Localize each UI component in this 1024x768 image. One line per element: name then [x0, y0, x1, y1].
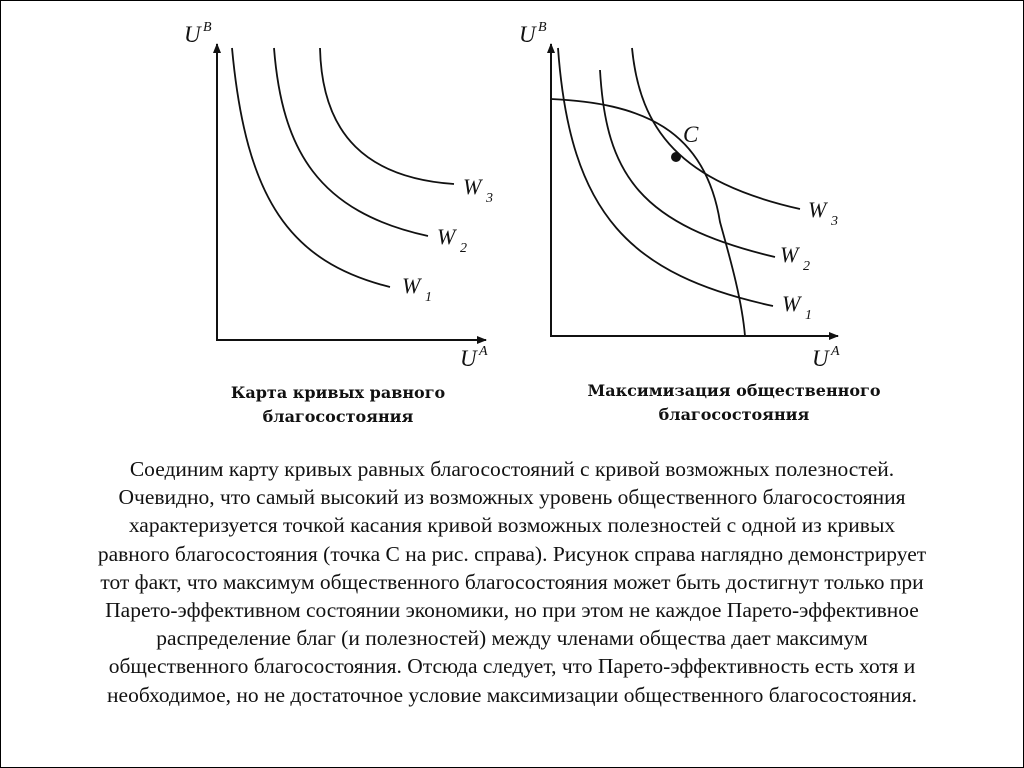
right-sub-w3: 3 — [831, 214, 838, 229]
left-caption-line2: благосостояния — [262, 407, 414, 426]
explanation-paragraph — [18, 455, 1006, 709]
left-caption-line1: Карта кривых равного — [230, 383, 446, 402]
left-label-w1: W — [402, 273, 421, 298]
paragraph-line: характеризуется точкой касания кривой возможных полезностей с одной из кривых — [128, 513, 896, 538]
utility-possibility-frontier — [551, 99, 745, 336]
paragraph-line: Парето-эффективном состоянии экономики, но при этом не каждое Парето-эффективное — [105, 598, 919, 623]
left-x-sup: A — [479, 344, 488, 359]
paragraph-line: тот факт, что максимум общественного благосостояния может быть достигнут только при — [100, 569, 924, 594]
left-y-sup: B — [203, 20, 212, 35]
left-sub-w1: 1 — [425, 290, 432, 305]
right-caption-line2: благосостояния — [658, 405, 810, 424]
paragraph-line: Соединим карту кривых равных благосостояний с кривой возможных полезностей. — [129, 457, 895, 481]
tangency-point-c — [671, 152, 681, 162]
right-caption-line1: Максимизация общественного — [587, 381, 881, 400]
paragraph-line: общественного благосостояния. Отсюда следует, что Парето-эффективность есть хотя и — [108, 654, 916, 679]
paragraph-line: необходимое, но не достаточное условие максимизации общественного благосостояния. — [107, 682, 917, 707]
right-curve-w2 — [600, 70, 775, 257]
right-x-label: U — [812, 346, 829, 371]
left-label-w2: W — [437, 224, 456, 249]
paragraph-line: распределение благ (и полезностей) между членами общества дает максимум — [156, 626, 868, 651]
left-sub-w3: 3 — [486, 191, 493, 206]
right-curve-w1 — [558, 48, 773, 306]
left-y-label: U — [184, 22, 201, 47]
left-label-w3: W — [463, 174, 482, 199]
right-y-sup: B — [538, 20, 547, 35]
right-y-label: U — [519, 22, 536, 47]
paragraph-line: Очевидно, что самый высокий из возможных уровень общественного благосостояния — [118, 485, 906, 510]
left-x-label: U — [460, 346, 477, 371]
right-label-w3: W — [808, 197, 827, 222]
right-curve-w3 — [632, 48, 800, 209]
left-curve-w3 — [320, 48, 454, 184]
left-sub-w2: 2 — [460, 241, 467, 256]
right-label-w2: W — [780, 242, 799, 267]
left-caption — [198, 381, 478, 429]
left-chart — [184, 20, 493, 371]
right-sub-w1: 1 — [805, 308, 812, 323]
right-x-sup: A — [831, 344, 840, 359]
paragraph-line: равного благосостояния (точка С на рис. справа). Рисунок справа наглядно демонстрирует — [97, 541, 927, 566]
right-label-w1: W — [782, 291, 801, 316]
right-caption — [573, 379, 895, 427]
point-c-label: C — [683, 122, 699, 147]
right-chart — [519, 20, 840, 371]
right-sub-w2: 2 — [803, 259, 810, 274]
